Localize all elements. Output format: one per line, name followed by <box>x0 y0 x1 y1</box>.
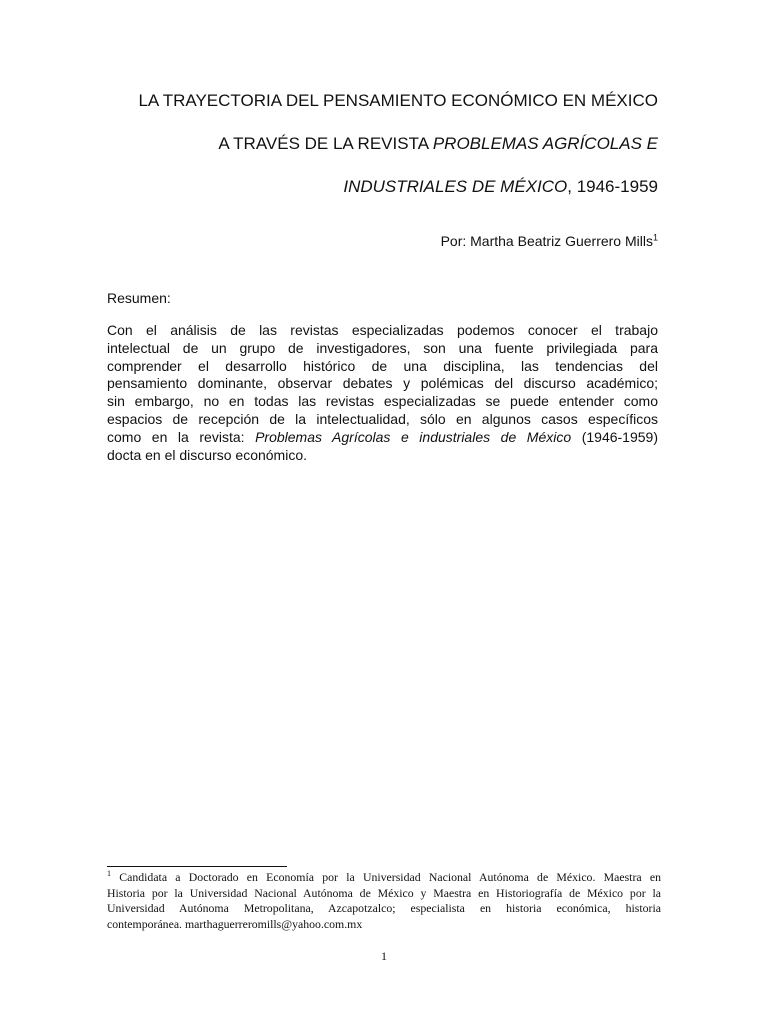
abstract-paragraph <box>107 322 658 464</box>
title-journal-name-part-1: PROBLEMAS AGRÍCOLAS E <box>432 134 658 153</box>
title-line-1 <box>138 91 658 111</box>
footnote-marker: 1 <box>107 869 111 879</box>
footnote <box>107 870 661 932</box>
title-journal-name-part-2: INDUSTRIALES DE MÉXICO <box>343 177 568 196</box>
page-number: 1 <box>381 949 387 963</box>
title-line-3 <box>343 177 658 197</box>
title-line-2 <box>218 134 658 154</box>
abstract-line-7-suffix: (1946-1959) <box>571 428 658 445</box>
abstract-line <box>107 429 658 447</box>
abstract-line: espacios de recepción de la intelectualidad, sólo en algunos casos específicos <box>107 410 658 427</box>
footnote-line: contemporánea. marthaguerreromills@yahoo.com.mx <box>107 916 363 931</box>
footnote-line <box>107 870 661 886</box>
abstract-line: Con el análisis de las revistas especializadas podemos conocer el trabajo <box>107 322 658 338</box>
abstract-line: sin embargo, no en todas las revistas especializadas se puede entender como <box>107 393 658 410</box>
footnote-line: Universidad Autónoma Metropolitana, Azcapotzalco; especialista en historia económica, historia <box>107 901 661 915</box>
abstract-heading: Resumen: <box>107 290 171 306</box>
abstract-line: pensamiento dominante, observar debates y polémicas del discurso académico; <box>107 375 658 392</box>
footnote-line: Historia por la Universidad Nacional Autónoma de México y Maestra en Historiografía de México por la <box>107 885 661 900</box>
abstract-line: intelectual de un grupo de investigadores, son una fuente privilegiada para <box>107 339 658 356</box>
abstract-journal-name: Problemas Agrícolas e industriales de México <box>255 428 572 445</box>
abstract-line: docta en el discurso económico. <box>107 446 307 463</box>
title-line-2-prefix: A TRAVÉS DE LA REVISTA <box>218 134 433 153</box>
author-name: Por: Martha Beatriz Guerrero Mills <box>440 233 653 249</box>
title-line-1-text: LA TRAYECTORIA DEL PENSAMIENTO ECONÓMICO EN MÉXICO <box>138 91 658 110</box>
title-date-range: , 1946-1959 <box>567 177 658 196</box>
footnote-line-1-text: Candidata a Doctorado en Economía por la Universidad Nacional Autónoma de México. Maestra en <box>111 870 661 884</box>
author-footnote-marker: 1 <box>652 232 658 243</box>
footnote-separator <box>107 866 287 867</box>
author-line <box>441 232 658 250</box>
abstract-line-7-prefix: como en la revista: <box>107 428 256 445</box>
abstract-line: comprender el desarrollo histórico de una disciplina, las tendencias del <box>107 357 658 374</box>
